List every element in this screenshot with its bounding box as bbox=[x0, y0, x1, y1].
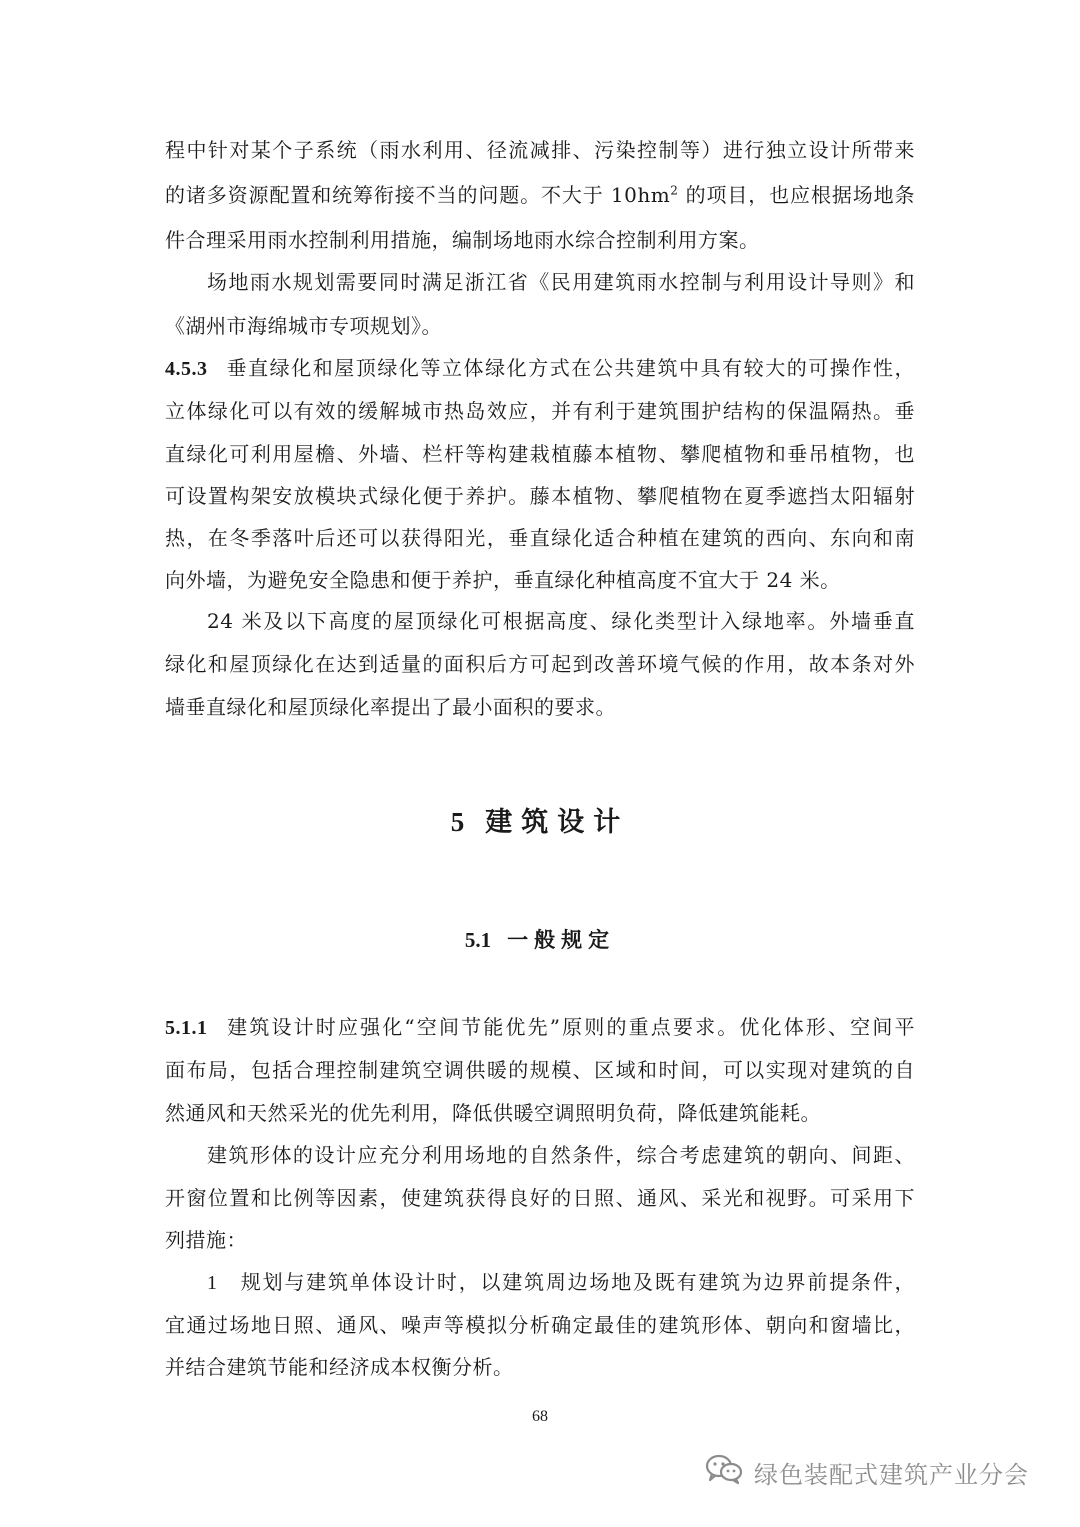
clause-number: 4.5.3 bbox=[165, 358, 208, 380]
body-text-line: 《湖州市海绵城市专项规划》。 bbox=[165, 314, 442, 338]
body-text-line: 直绿化可利用屋檐、外墙、栏杆等构建栽植藤本植物、攀爬植物和垂吊植物，也 bbox=[165, 442, 915, 466]
body-text-line: 向外墙，为避免安全隐患和便于养护，垂直绿化种植高度不宜大于 24 米。 bbox=[165, 568, 841, 592]
chapter-heading bbox=[0, 800, 1080, 839]
wechat-icon bbox=[704, 1453, 754, 1491]
section-title: 一般规定 bbox=[507, 928, 616, 952]
body-text-line bbox=[165, 181, 915, 209]
body-text-line: 并结合建筑节能和经济成本权衡分析。 bbox=[165, 1355, 514, 1379]
body-text-line: 件合理采用雨水控制利用措施，编制场地雨水综合控制利用方案。 bbox=[165, 228, 760, 252]
list-item-number: 1 bbox=[207, 1272, 218, 1294]
chapter-number: 5 bbox=[450, 807, 474, 837]
clause-line bbox=[165, 354, 915, 383]
body-text-line: 然通风和天然采光的优先利用，降低供暖空调照明负荷，降低建筑能耗。 bbox=[165, 1101, 821, 1125]
section-heading bbox=[0, 924, 1080, 954]
clause-line bbox=[165, 1013, 915, 1042]
body-text-line: 场地雨水规划需要同时满足浙江省《民用建筑雨水控制与利用设计导则》和 bbox=[207, 270, 915, 294]
list-item-line bbox=[207, 1268, 915, 1297]
text-fragment: 建筑设计时应强化“空间节能优先”原则的重点要求。优化体形、空间平 bbox=[225, 1015, 915, 1039]
chapter-title: 建筑设计 bbox=[485, 807, 630, 838]
superscript: 2 bbox=[670, 183, 679, 198]
body-text-line: 列措施： bbox=[165, 1228, 247, 1252]
body-text-line: 绿化和屋顶绿化在达到适量的面积后方可起到改善环境气候的作用，故本条对外 bbox=[165, 652, 915, 676]
text-fragment: 的项目，也应根据场地条 bbox=[678, 183, 915, 207]
body-text-line: 程中针对某个子系统（雨水利用、径流减排、污染控制等）进行独立设计所带来 bbox=[165, 138, 915, 162]
clause-number: 5.1.1 bbox=[165, 1017, 208, 1039]
body-text-line: 建筑形体的设计应充分利用场地的自然条件，综合考虑建筑的朝向、间距、 bbox=[207, 1143, 915, 1167]
body-text-line: 墙垂直绿化和屋顶绿化率提出了最小面积的要求。 bbox=[165, 695, 616, 719]
body-text-line: 面布局，包括合理控制建筑空调供暖的规模、区域和时间，可以实现对建筑的自 bbox=[165, 1058, 915, 1082]
body-text-line: 可设置构架安放模块式绿化便于养护。藤本植物、攀爬植物在夏季遮挡太阳辐射 bbox=[165, 484, 915, 508]
text-fragment: 规划与建筑单体设计时，以建筑周边场地及既有建筑为边界前提条件， bbox=[239, 1270, 915, 1294]
section-number: 5.1 bbox=[464, 928, 492, 952]
text-fragment: 垂直绿化和屋顶绿化等立体绿化方式在公共建筑中具有较大的可操作性， bbox=[225, 356, 915, 380]
body-text-line: 24 米及以下高度的屋顶绿化可根据高度、绿化类型计入绿地率。外墙垂直 bbox=[207, 609, 915, 633]
body-text-line: 宜通过场地日照、通风、噪声等模拟分析确定最佳的建筑形体、朝向和窗墙比， bbox=[165, 1313, 915, 1337]
body-text-line: 热，在冬季落叶后还可以获得阳光，垂直绿化适合种植在建筑的西向、东向和南 bbox=[165, 526, 915, 550]
page-number: 68 bbox=[532, 1408, 548, 1425]
text-fragment: 的诸多资源配置和统筹衔接不当的问题。不大于 10hm bbox=[165, 183, 671, 207]
body-text-line: 开窗位置和比例等因素，使建筑获得良好的日照、通风、采光和视野。可采用下 bbox=[165, 1186, 915, 1210]
body-text-line: 立体绿化可以有效的缓解城市热岛效应，并有利于建筑围护结构的保温隔热。垂 bbox=[165, 399, 915, 423]
watermark bbox=[704, 1454, 1029, 1490]
watermark-text: 绿色装配式建筑产业分会 bbox=[754, 1460, 1029, 1489]
